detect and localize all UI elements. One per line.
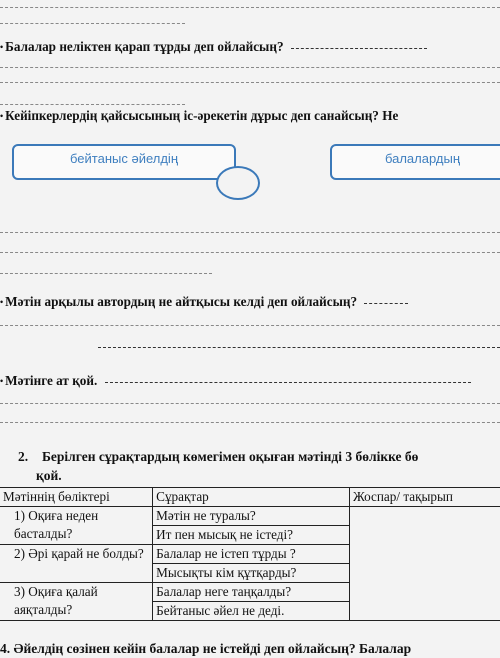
- question-cell: Мәтін не туралы?: [153, 507, 350, 526]
- question-cell: Балалар не істеп тұрды ?: [153, 545, 350, 564]
- task-number: 2.: [18, 449, 29, 464]
- answer-line: [0, 82, 500, 83]
- part-label: 3) Оқиға қалай аяқталды?: [0, 583, 153, 621]
- question-3: [0, 294, 408, 310]
- answer-line: [0, 104, 185, 105]
- question-1-text: Балалар неліктен қарап тұрды деп ойлайсың?: [5, 39, 284, 54]
- answer-box-stranger-woman[interactable]: [12, 144, 236, 180]
- task-2-line-1: Берілген сұрақтардың көмегімен оқыған мәтінді 3 бөлікке бө: [42, 449, 419, 464]
- plan-table: [0, 487, 500, 621]
- bullet: •: [0, 297, 4, 307]
- answer-line: [0, 422, 500, 423]
- question-cell: Ит пен мысық не істеді?: [153, 526, 350, 545]
- answer-fill-line[interactable]: [105, 382, 471, 383]
- answer-line: [0, 23, 185, 24]
- part-label: 1) Оқиға неден басталды?: [0, 507, 153, 545]
- question-2-text: Кейіпкерлердің қайсысының іс-әрекетін дұрыс деп санайсың? Не: [5, 108, 399, 123]
- bullet: •: [0, 376, 4, 386]
- question-3-text: Мәтін арқылы автордың не айтқысы келді деп ойлайсың?: [5, 294, 358, 309]
- connector-circle: [216, 166, 260, 200]
- answer-line: [0, 7, 500, 8]
- part-label: 2) Әрі қарай не болды?: [0, 545, 153, 583]
- answer-box-children[interactable]: [330, 144, 500, 180]
- question-cell: Мысықты кім құтқарды?: [153, 564, 350, 583]
- answer-line: [98, 347, 500, 348]
- question-1: [0, 39, 427, 55]
- bullet: •: [0, 111, 4, 121]
- question-footer: 4. Әйелдің сөзінен кейін балалар не істейді деп ойлайсың? Балалар: [0, 641, 412, 656]
- answer-fill-line[interactable]: [291, 48, 427, 49]
- question-cell: Балалар неге таңқалды?: [153, 583, 350, 602]
- answer-line: [0, 67, 500, 68]
- answer-fill-line[interactable]: [364, 303, 408, 304]
- header-questions: Сұрақтар: [153, 488, 350, 507]
- answer-box-label: балалардың: [384, 150, 461, 166]
- bullet: •: [0, 42, 4, 52]
- question-cell: Бейтаныс әйел не деді.: [153, 602, 350, 621]
- table-row: [0, 507, 500, 526]
- answer-box-label: бейтаныс әйелдің: [70, 150, 178, 166]
- answer-line: [0, 273, 212, 274]
- question-4: [0, 373, 471, 389]
- task-2-line-2: қой.: [36, 468, 62, 483]
- header-plan-topic: Жоспар/ тақырып: [349, 488, 500, 507]
- answer-line: [0, 232, 500, 233]
- table-header-row: [0, 488, 500, 507]
- answer-line: [0, 403, 500, 404]
- plan-answer-cell[interactable]: [349, 507, 500, 621]
- question-2: [0, 108, 398, 124]
- answer-line: [0, 325, 500, 326]
- task-2-instruction: [18, 447, 418, 485]
- header-text-parts: Мәтіннің бөліктері: [0, 488, 153, 507]
- question-4-text: Мәтінге ат қой.: [5, 373, 98, 388]
- answer-line: [0, 252, 500, 253]
